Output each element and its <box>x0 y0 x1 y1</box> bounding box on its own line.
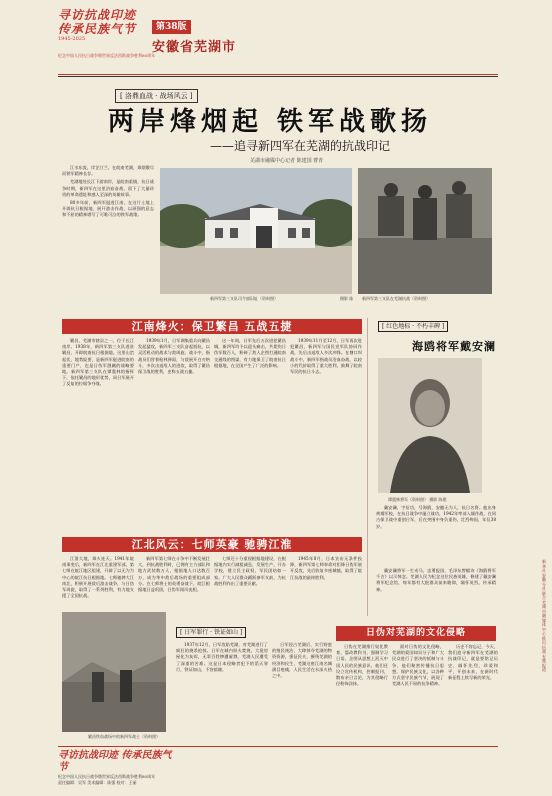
section-column <box>214 338 286 533</box>
section-column <box>290 556 362 612</box>
photo-credit: 摄影 陈 <box>340 296 354 301</box>
intro-paragraph: 江水东流，岸芷汀兰。在皖南芜湖，烽烟散尽而铁军精神长存。 <box>62 165 154 177</box>
section-banner <box>336 626 496 641</box>
column-text: 繁昌，芜湖市辖县之一，位于长江南岸。1938年，新四军第三支队进驻繁昌，开辟皖南抗日根据地。这里山峦起伏，地势险要，是新四军挺进皖南的重要门户，也是日伪军觊觎的战略要地。新四军第三支队在谭震林的指挥下，依托繁昌的地形优势，同日军展开了反复的拉锯争夺战。 <box>62 338 134 387</box>
column-text: 这一年间，日军先后五次进犯繁昌城，新四军均予以迎头痛击，共毙伤日伪军数百人，粉碎了敌人企图打通皖南交通线的图谋，有力地保卫了皖南抗日根据地，在全国产生了广泛的影响。 <box>214 338 286 368</box>
section-column <box>448 644 498 759</box>
section-title: 江南烽火：保卫繁昌 五战五捷 <box>131 320 293 333</box>
section-column <box>176 642 268 757</box>
column-text: 1939年1月，日军调集重兵向繁昌发起猛攻，新四军三支队奋起抵抗，以灵活机动的战术与敌周旋。战斗中，指战员们冒着枪林弹雨，与敌展开白刃格斗，多次击退敌人的进攻，取得了繁昌保卫战的胜利，史称五战五捷。 <box>138 338 210 375</box>
footer-logo <box>58 750 178 786</box>
footer-editor: 责任编辑：吴军 美术编辑：陈强 校对：王丽 <box>58 780 137 785</box>
section-banner <box>62 319 362 334</box>
column-text: 日伪在芜湖推行奴化教育，篡改教科书，强制学习日语，企图从思想上泯灭中国人民的民族意识。他们还设立宣传机构，控制报刊，散布亲日言论，为其侵略行径粉饰涂抹。 <box>336 644 388 687</box>
section-title: 海鸥将军戴安澜 <box>412 340 496 353</box>
column-text: 日军侵占芜湖后，实行野蛮的殖民统治，大肆掠夺芜湖的物资资源，强征民夫，摧残芜湖的经济和民生，芜湖这座江南名城满目疮痍，人民生活在水深火热之中。 <box>272 642 332 679</box>
section-column <box>62 556 134 612</box>
column-text: 历史不容忘记，今天，我们追寻新四军在芜湖的抗战印记，就是要铭记历史，缅怀先烈，珍爱和平，开创未来，在新时代新征程上续写新的荣光。 <box>448 644 498 681</box>
section-column <box>214 556 286 612</box>
byline: 芜湖市融媒中心记者 陈建国 曹青 <box>250 158 324 164</box>
column-text: 新四军第七师在斗争中不断发展壮大，到抗战胜利时，已拥有主力部队和地方武装数万人，根据地人口达数百万，成为华中敌后战场的重要组成部分。在七师将士的英勇奋战下，皖江根据地日益巩固，日伪军闻风丧胆。 <box>138 556 210 593</box>
column-text: 1937年12月，日军攻陷芜湖，对芜湖进行了疯狂的烧杀抢掠。日军在城内纵火焚烧，大批房屋化为灰烬，无辜百姓惨遭屠戮，芜湖人民遭受了深重的苦难。这是日本侵略者犯下的滔天罪行，铁证如山，不容抵赖。 <box>176 642 268 672</box>
photo-caption: 谭震林将军（资料照） 摄影 陈建 <box>388 497 447 502</box>
logo-subtitle: 纪念中国人民抗日战争暨世界反法西斯战争胜利80周年 <box>58 53 156 58</box>
header-divider <box>58 74 498 75</box>
photo-caption: 新四军第三支队司令部旧址（资料照） <box>210 296 278 301</box>
section-column <box>392 644 444 759</box>
section-banner <box>62 537 362 552</box>
section-column <box>376 568 496 616</box>
column-text: 1939年11月至12月，日军再次进犯繁昌，新四军与国民党军队协同作战，先后击退敌人多次冲锋。在塘口坝战斗中，新四军指战员浴血奋战，以较小的代价取得了重大胜利，鼓舞了皖南军民的抗日斗志。 <box>290 338 362 375</box>
footer-meta: 纪念中国人民抗日战争暨世界反法西斯战争胜利80周年 <box>58 774 156 779</box>
footer-logo-text: 寻访抗战印迹 传承民族气节 <box>58 750 172 773</box>
section-tag: [ 日军罪行 · 铁证如山 ] <box>176 627 246 638</box>
section-tag: [ 红色地标 · 不朽丰碑 ] <box>378 321 448 332</box>
photo-hq-building <box>160 168 352 294</box>
section-title: 日伪对芜湖的文化侵略 <box>365 628 466 638</box>
section-column <box>336 644 388 759</box>
section-column <box>138 556 210 612</box>
section-column <box>376 505 496 565</box>
subheadline: ——追寻新四军在芜湖的抗战印记 <box>210 139 391 153</box>
section-column <box>62 338 134 533</box>
page-badge: 第38版 <box>152 20 191 34</box>
section-column <box>290 338 362 533</box>
photo-caption: 繁昌铁血战场中的新四军战士（资料照） <box>88 734 160 739</box>
column-text: 七师还十分重视根据地建设，在根据地内实行减租减息，发展生产，开办学校，建立民主政权，军民团结如一家。广大人民群众踊跃参军支前，为抗战胜利作出了重要贡献。 <box>214 556 286 586</box>
photo-portrait <box>378 358 482 493</box>
logo-years: 1945-2025 <box>58 36 86 42</box>
photo-caption: 新四军第三支队在芜湖抗战（资料照） <box>362 296 430 301</box>
logo-line1: 寻访抗战印迹 <box>58 8 137 22</box>
intro-paragraph: 芜湖地处长江下游南岸，是皖南重镇，抗日战争时期，新四军在这里浴血奋战，留下了大量珍贵的革命遗址和感人至深的英雄故事。 <box>62 179 154 197</box>
side-strip: 新华社安徽分社联合芜湖市融媒体中心推出抗战专题报道 <box>542 559 546 672</box>
intro-paragraph: 80多年前，新四军挺进江南，在这片土地上开辟抗日根据地，展开游击作战，以顽强的意志和不屈的精神谱写了可歌可泣的铁军战歌。 <box>62 200 154 218</box>
header-logo <box>58 8 154 48</box>
column-text: 面对日伪的文化侵略，芜湖的爱国知识分子和广大民众进行了坚决的抵制与斗争，他们秘密传播抗日思想，保护民族文化，以各种方式坚守民族气节，展现了芜湖人民不屈的抗争精神。 <box>392 644 444 687</box>
section-column <box>138 338 210 533</box>
footer-divider <box>58 746 498 747</box>
column-text: 江淮大地，烽火连天。1941年皖南事变后，新四军在江北重建军部，第七师在皖江地区组建，开辟了以无为为中心的皖江抗日根据地。七师驰骋大江南北，积极开展敌后游击战争，与日伪军周旋，取得了一系列胜利，有力地支援了全国抗战。 <box>62 556 134 599</box>
photo-soldiers <box>358 168 492 294</box>
photo-battlefield <box>62 612 166 732</box>
header-divider-2 <box>58 76 498 77</box>
column-text: 戴安澜将军一生戎马，忠勇报国，毛泽东曾赋诗《海鸥将军千古》以示悼念。芜湖人民为纪念这位民族英雄，修建了戴安澜将军纪念馆，每年都有大批群众前来瞻仰，缅怀英烈，传承精神。 <box>376 568 496 592</box>
section-column <box>272 642 332 757</box>
column-divider <box>367 318 368 616</box>
section-title: 江北风云：七师英豪 驰骋江淮 <box>131 538 293 551</box>
intro-column <box>62 165 154 285</box>
kicker-label: [ 洛鼎血战 · 战场风云 ] <box>115 89 198 103</box>
logo-line2: 传承民族气节 <box>58 22 137 36</box>
column-text: 1945年8月，日本宣布无条件投降，新四军第七师奉命对拒降日伪军展开反攻，先后收复多座城镇，取得了皖江抗战的最终胜利。 <box>290 556 362 580</box>
headline: 两岸烽烟起 铁军战歌扬 <box>107 107 433 137</box>
column-text: 戴安澜，字衍功，号海鸥，安徽无为人，抗日名将。他出身黄埔军校，在抗日战争中屡立战功，1942年率部入缅作战，在同古保卫战中重创日军，后在突围中身负重伤，壮烈殉国，年仅38岁。 <box>376 505 496 529</box>
page-title: 安徽省芜湖市 <box>152 40 237 55</box>
